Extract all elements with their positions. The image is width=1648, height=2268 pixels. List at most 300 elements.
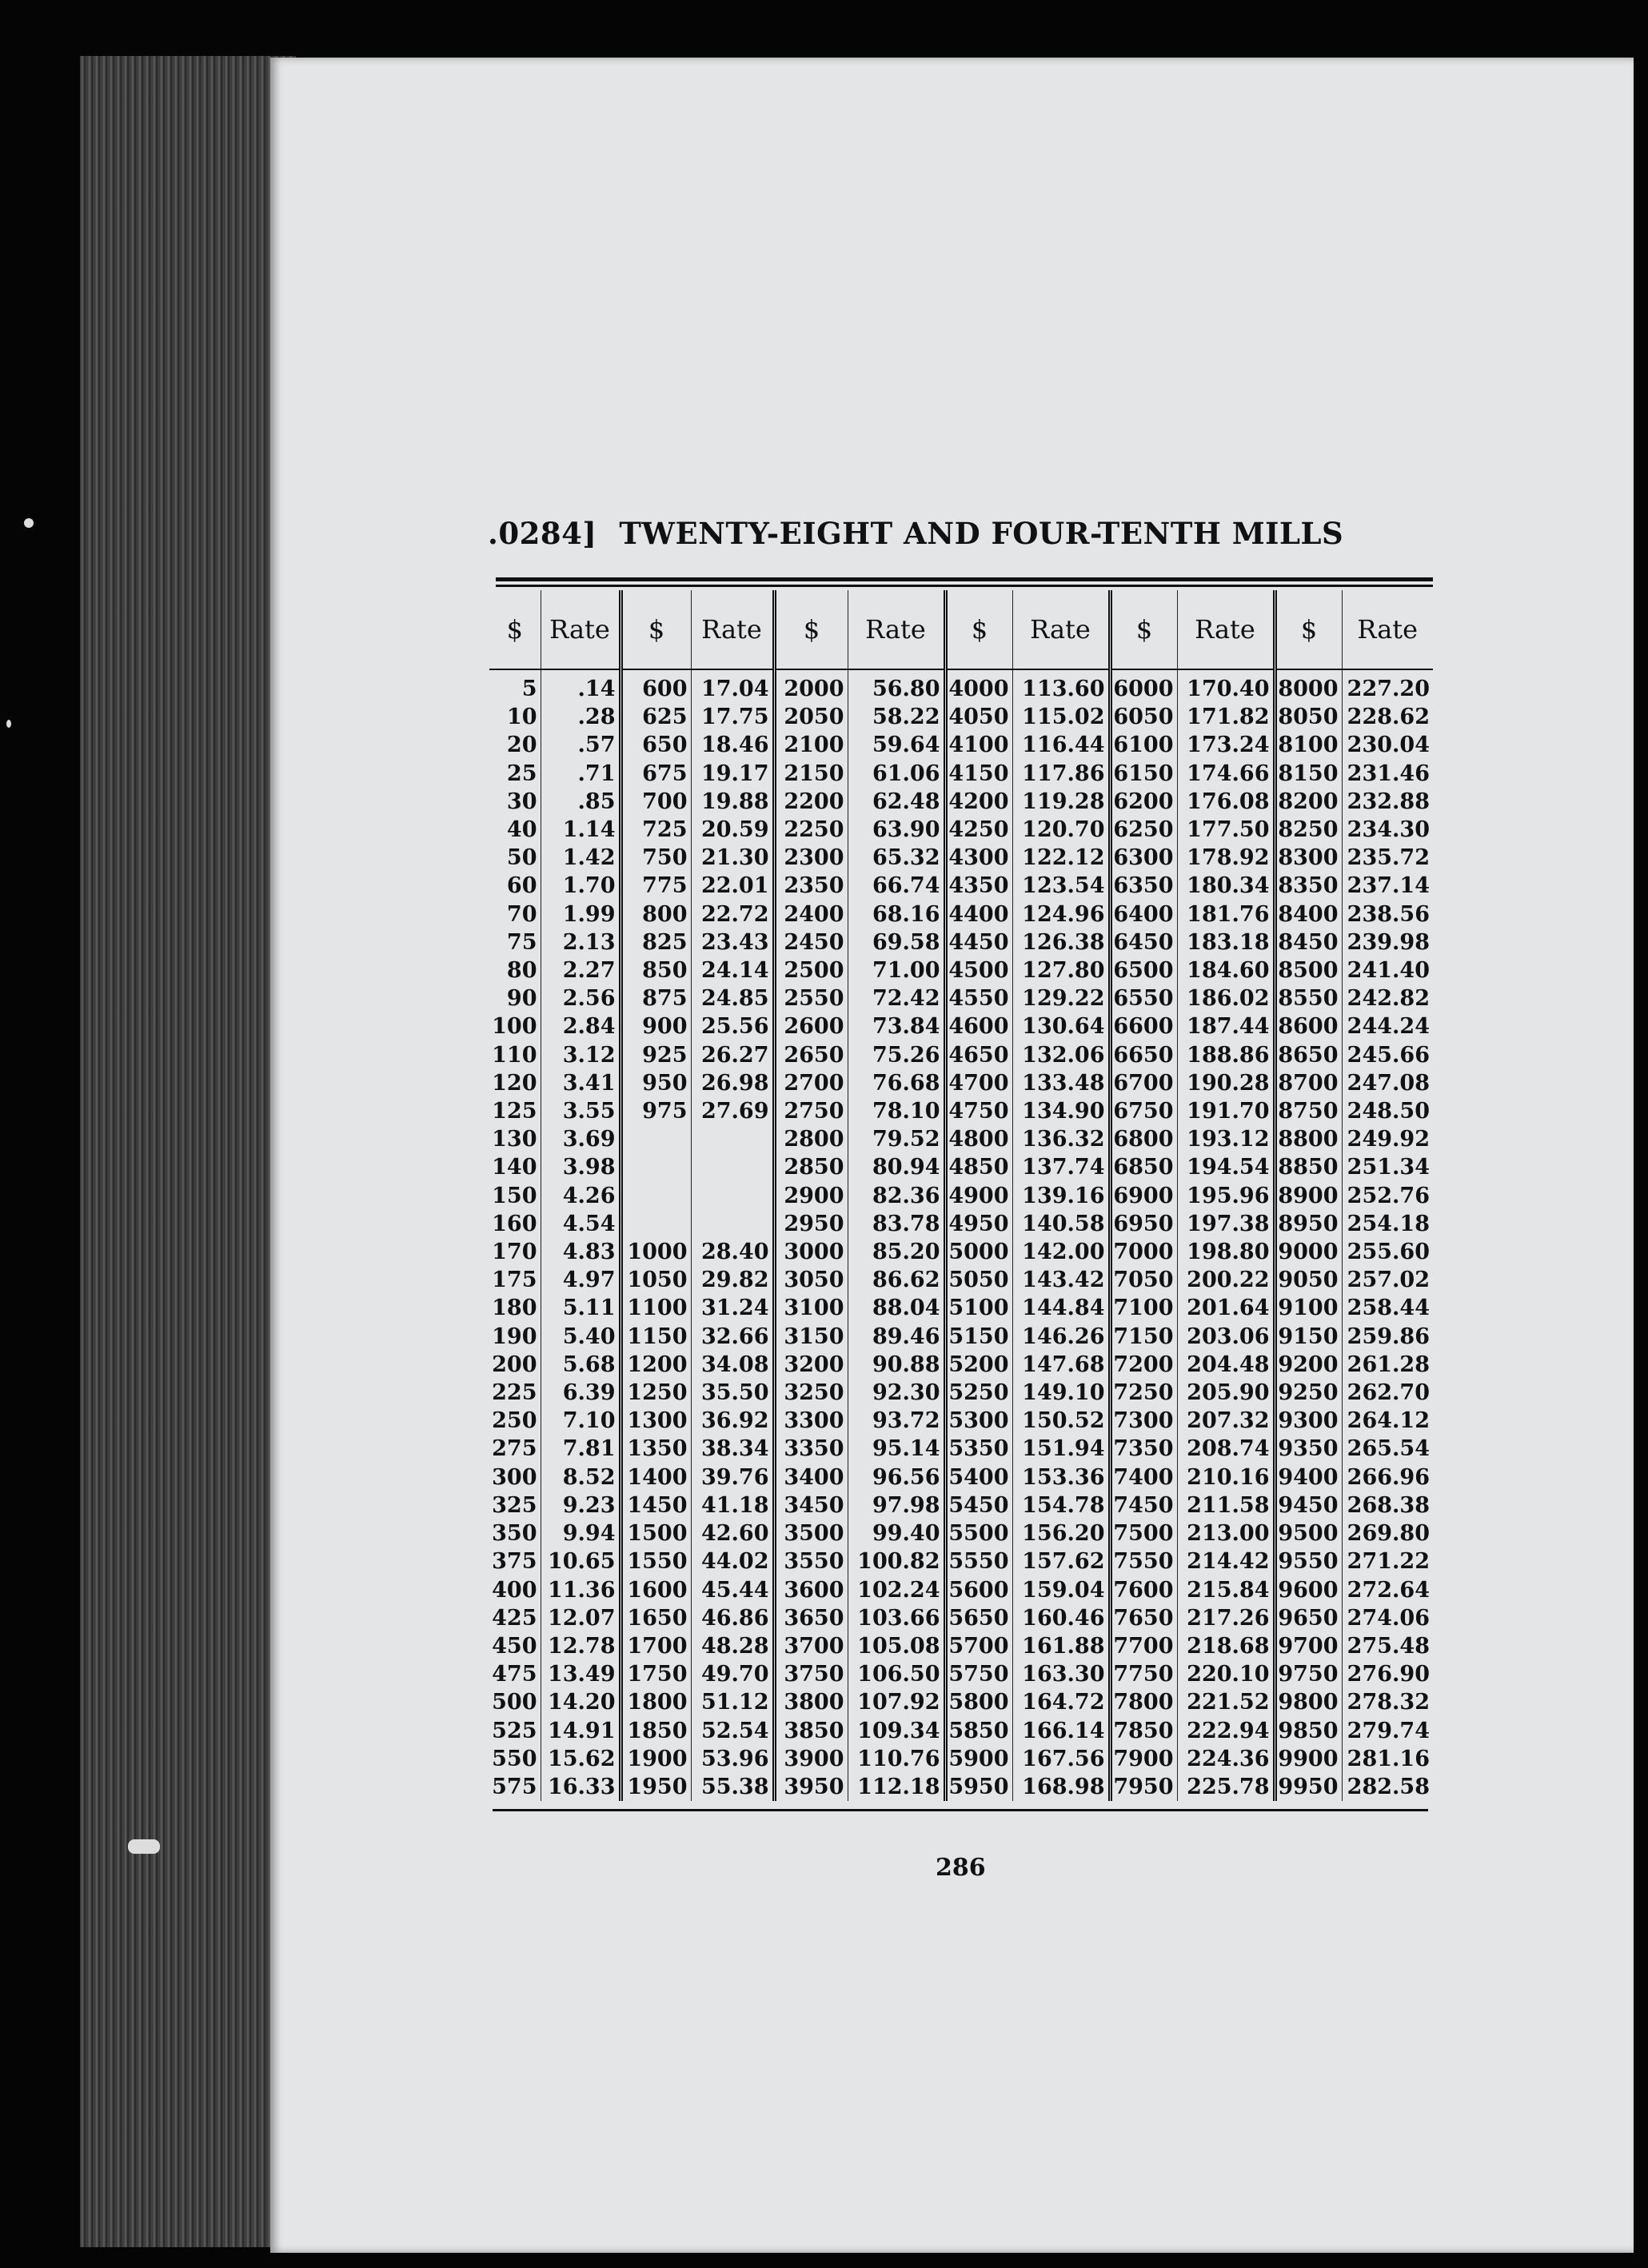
- rate-cell: 52.54: [691, 1717, 774, 1745]
- dollar-cell: [620, 1125, 691, 1153]
- dollar-cell: 5050: [945, 1266, 1012, 1294]
- dollar-cell: 6100: [1110, 731, 1177, 759]
- rate-cell: 10.65: [541, 1547, 620, 1575]
- dollar-cell: 1100: [620, 1294, 691, 1322]
- dollar-cell: 3250: [774, 1379, 848, 1407]
- rate-cell: 140.58: [1012, 1210, 1110, 1238]
- rate-cell: 272.64: [1347, 1577, 1430, 1603]
- dollar-cell: 6900: [1110, 1182, 1177, 1210]
- dollar-cell: 20: [489, 731, 541, 759]
- dollar-cell: 8150: [1275, 760, 1342, 788]
- table-row: [489, 1097, 1433, 1125]
- rate-cell: 61.06: [848, 760, 945, 788]
- rate-cell: 80.94: [848, 1153, 945, 1181]
- rate-cell: 78.10: [848, 1097, 945, 1125]
- rate-cell: 254.18: [1347, 1211, 1430, 1236]
- rate-cell: 3.55: [541, 1097, 620, 1125]
- dollar-cell: 5100: [945, 1294, 1012, 1322]
- rate-cell: 217.26: [1177, 1604, 1275, 1632]
- rate-cell: 153.36: [1012, 1463, 1110, 1491]
- rate-cell: 48.28: [691, 1632, 774, 1660]
- rate-cell: 188.86: [1177, 1041, 1275, 1069]
- dollar-cell: 1600: [620, 1576, 691, 1604]
- table-row: [489, 1407, 1433, 1435]
- dollar-cell: 6400: [1110, 900, 1177, 928]
- rate-cell: 174.66: [1177, 760, 1275, 788]
- rate-cell: 142.00: [1012, 1238, 1110, 1266]
- dollar-cell: 3550: [774, 1547, 848, 1575]
- table-row: [489, 1012, 1433, 1040]
- dollar-cell: 425: [489, 1604, 541, 1632]
- dollar-cell: 1500: [620, 1519, 691, 1547]
- dollar-cell: 2200: [774, 788, 848, 816]
- dollar-cell: 3600: [774, 1576, 848, 1604]
- rate-cell: 154.78: [1012, 1491, 1110, 1519]
- rate-cell: 55.38: [691, 1773, 774, 1801]
- rate-cell: 163.30: [1012, 1660, 1110, 1688]
- rate-cell: 228.62: [1347, 705, 1430, 730]
- table-row: [489, 1547, 1433, 1575]
- rate-cell: 191.70: [1177, 1097, 1275, 1125]
- rate-cell: 89.46: [848, 1323, 945, 1351]
- table-row: [489, 1688, 1433, 1716]
- rate-cell: 164.72: [1012, 1688, 1110, 1716]
- table-row: [489, 1519, 1433, 1547]
- rate-table: [489, 590, 1433, 1801]
- rate-cell: 53.96: [691, 1745, 774, 1773]
- dollar-cell: 7800: [1110, 1688, 1177, 1716]
- dollar-cell: 90: [489, 984, 541, 1012]
- rate-cell: 72.42: [848, 984, 945, 1012]
- rate-cell: 265.54: [1347, 1436, 1430, 1462]
- rate-cell: 186.02: [1177, 984, 1275, 1012]
- rate-cell: 4.97: [541, 1266, 620, 1294]
- dollar-cell: 9250: [1275, 1379, 1342, 1407]
- rate-cell: 90.88: [848, 1351, 945, 1379]
- dollar-cell: 2800: [774, 1125, 848, 1153]
- rate-column-header: Rate: [1012, 590, 1110, 669]
- rate-cell: 85.20: [848, 1238, 945, 1266]
- dollar-cell: 2850: [774, 1153, 848, 1181]
- dollar-cell: 7300: [1110, 1407, 1177, 1435]
- rate-cell: 26.98: [691, 1069, 774, 1097]
- dollar-cell: 3700: [774, 1632, 848, 1660]
- dollar-cell: 700: [620, 788, 691, 816]
- rate-cell: 76.68: [848, 1069, 945, 1097]
- dollar-cell: 9700: [1275, 1632, 1342, 1660]
- scan-speck: [128, 1839, 160, 1854]
- rate-cell: 220.10: [1177, 1660, 1275, 1688]
- rate-cell: 177.50: [1177, 816, 1275, 844]
- dollar-cell: [620, 1182, 691, 1210]
- rate-cell: 17.75: [691, 703, 774, 731]
- rate-cell: 19.17: [691, 760, 774, 788]
- rate-cell: 36.92: [691, 1407, 774, 1435]
- rate-cell: 100.82: [848, 1547, 945, 1575]
- dollar-cell: 950: [620, 1069, 691, 1097]
- dollar-cell: 3200: [774, 1351, 848, 1379]
- table-row: [489, 788, 1433, 816]
- rate-cell: .28: [541, 703, 620, 731]
- dollar-cell: 7850: [1110, 1717, 1177, 1745]
- dollar-cell: 2900: [774, 1182, 848, 1210]
- rate-cell: 237.14: [1347, 873, 1430, 899]
- rate-cell: 1.99: [541, 900, 620, 928]
- dollar-cell: 4050: [945, 703, 1012, 731]
- dollar-cell: 3150: [774, 1323, 848, 1351]
- dollar-cell: 6250: [1110, 816, 1177, 844]
- rate-cell: 127.80: [1012, 956, 1110, 984]
- dollar-cell: 500: [489, 1688, 541, 1716]
- dollar-cell: 1200: [620, 1351, 691, 1379]
- table-row: [489, 1041, 1433, 1069]
- table-row: [489, 1323, 1433, 1351]
- dollar-cell: 2100: [774, 731, 848, 759]
- table-row: [489, 872, 1433, 900]
- rate-cell: 139.16: [1012, 1182, 1110, 1210]
- rate-cell: 143.42: [1012, 1266, 1110, 1294]
- dollar-cell: 30: [489, 788, 541, 816]
- dollar-cell: 4400: [945, 900, 1012, 928]
- rate-cell: 71.00: [848, 956, 945, 984]
- rate-cell: 14.20: [541, 1688, 620, 1716]
- dollar-cell: [620, 1153, 691, 1181]
- dollar-cell: 4600: [945, 1012, 1012, 1040]
- dollar-cell: 6450: [1110, 928, 1177, 956]
- dollar-cell: 125: [489, 1097, 541, 1125]
- rate-cell: 239.98: [1347, 929, 1430, 955]
- rate-cell: 160.46: [1012, 1604, 1110, 1632]
- rate-cell: 252.76: [1347, 1183, 1430, 1208]
- dollar-cell: [620, 1210, 691, 1238]
- dollar-cell: 50: [489, 844, 541, 872]
- rate-cell: 200.22: [1177, 1266, 1275, 1294]
- rate-cell: 45.44: [691, 1576, 774, 1604]
- dollar-cell: 8200: [1275, 788, 1342, 816]
- dollar-cell: 3450: [774, 1491, 848, 1519]
- rate-cell: .71: [541, 760, 620, 788]
- rate-cell: 75.26: [848, 1041, 945, 1069]
- dollar-cell: 4350: [945, 872, 1012, 900]
- rate-cell: 234.30: [1347, 817, 1430, 843]
- rate-cell: 4.54: [541, 1210, 620, 1238]
- rate-cell: 73.84: [848, 1012, 945, 1040]
- rate-cell: 1.70: [541, 872, 620, 900]
- rate-cell: 42.60: [691, 1519, 774, 1547]
- rate-cell: .85: [541, 788, 620, 816]
- dollar-cell: 8550: [1275, 984, 1342, 1012]
- dollar-cell: 3800: [774, 1688, 848, 1716]
- dollar-cell: 7450: [1110, 1491, 1177, 1519]
- rate-cell: 41.18: [691, 1491, 774, 1519]
- dollar-cell: 130: [489, 1125, 541, 1153]
- rate-cell: 3.98: [541, 1153, 620, 1181]
- dollar-cell: 2300: [774, 844, 848, 872]
- rate-cell: 59.64: [848, 731, 945, 759]
- dollar-cell: 9150: [1275, 1323, 1342, 1351]
- rate-cell: 110.76: [848, 1745, 945, 1773]
- rate-cell: 17.04: [691, 669, 774, 703]
- rate-column-header: Rate: [848, 590, 945, 669]
- dollar-cell: 9600: [1275, 1576, 1342, 1604]
- rate-cell: 122.12: [1012, 844, 1110, 872]
- rate-cell: 92.30: [848, 1379, 945, 1407]
- top-double-rule: [496, 577, 1433, 587]
- dollar-cell: 6700: [1110, 1069, 1177, 1097]
- dollar-cell: 5650: [945, 1604, 1012, 1632]
- table-row: [489, 669, 1433, 703]
- rate-cell: 116.44: [1012, 731, 1110, 759]
- rate-cell: 215.84: [1177, 1576, 1275, 1604]
- rate-cell: 5.40: [541, 1323, 620, 1351]
- rate-column-header: Rate: [1342, 590, 1433, 669]
- dollar-cell: 4800: [945, 1125, 1012, 1153]
- rate-cell: 22.72: [691, 900, 774, 928]
- dollar-cell: 8700: [1275, 1069, 1342, 1097]
- dollar-cell: 3400: [774, 1463, 848, 1491]
- rate-cell: 97.98: [848, 1491, 945, 1519]
- rate-cell: 271.22: [1347, 1549, 1430, 1575]
- dollar-cell: 8400: [1275, 900, 1342, 928]
- dollar-cell: 6750: [1110, 1097, 1177, 1125]
- dollar-cell: 3950: [774, 1773, 848, 1801]
- dollar-cell: 2000: [774, 669, 848, 703]
- table-row: [489, 731, 1433, 759]
- dollar-cell: 8750: [1275, 1097, 1342, 1125]
- dollar-cell: 1250: [620, 1379, 691, 1407]
- rate-cell: 8.52: [541, 1463, 620, 1491]
- rate-cell: 123.54: [1012, 872, 1110, 900]
- rate-cell: 133.48: [1012, 1069, 1110, 1097]
- rate-cell: 255.60: [1347, 1240, 1430, 1265]
- dollar-cell: 2500: [774, 956, 848, 984]
- dollar-cell: 100: [489, 1012, 541, 1040]
- dollar-cell: 3050: [774, 1266, 848, 1294]
- dollar-cell: 3650: [774, 1604, 848, 1632]
- dollar-cell: 7550: [1110, 1547, 1177, 1575]
- dollar-cell: 4100: [945, 731, 1012, 759]
- rate-cell: 227.20: [1347, 677, 1430, 701]
- rate-cell: 275.48: [1347, 1633, 1430, 1659]
- rate-cell: 29.82: [691, 1266, 774, 1294]
- dollar-cell: 9850: [1275, 1717, 1342, 1745]
- rate-column-header: Rate: [1177, 590, 1275, 669]
- dollar-cell: 9550: [1275, 1547, 1342, 1575]
- dollar-cell: 900: [620, 1012, 691, 1040]
- dollar-cell: 5500: [945, 1519, 1012, 1547]
- dollar-cell: 7050: [1110, 1266, 1177, 1294]
- dollar-cell: 170: [489, 1238, 541, 1266]
- dollar-cell: 8300: [1275, 844, 1342, 872]
- dollar-cell: 5200: [945, 1351, 1012, 1379]
- dollar-cell: 5000: [945, 1238, 1012, 1266]
- dollar-cell: 1450: [620, 1491, 691, 1519]
- dollar-cell: 525: [489, 1717, 541, 1745]
- rate-cell: 4.26: [541, 1182, 620, 1210]
- dollar-cell: 6800: [1110, 1125, 1177, 1153]
- dollar-cell: 3100: [774, 1294, 848, 1322]
- rate-cell: 7.81: [541, 1435, 620, 1463]
- dollar-cell: 7150: [1110, 1323, 1177, 1351]
- rate-cell: 156.20: [1012, 1519, 1110, 1547]
- dollar-cell: 4900: [945, 1182, 1012, 1210]
- rate-cell: 245.66: [1347, 1042, 1430, 1068]
- rate-cell: 183.18: [1177, 928, 1275, 956]
- table-row: [489, 816, 1433, 844]
- rate-cell: 146.26: [1012, 1323, 1110, 1351]
- dollar-cell: 2400: [774, 900, 848, 928]
- dollar-cell: 200: [489, 1351, 541, 1379]
- rate-cell: 225.78: [1177, 1773, 1275, 1801]
- rate-cell: 9.23: [541, 1491, 620, 1519]
- table-row: [489, 1153, 1433, 1181]
- dollar-cell: 400: [489, 1576, 541, 1604]
- rate-cell: 112.18: [848, 1773, 945, 1801]
- dollar-cell: 7250: [1110, 1379, 1177, 1407]
- dollar-cell: 5850: [945, 1717, 1012, 1745]
- rate-cell: 278.32: [1347, 1690, 1430, 1715]
- table-row: [489, 956, 1433, 984]
- rate-cell: 221.52: [1177, 1688, 1275, 1716]
- dollar-cell: 70: [489, 900, 541, 928]
- dollar-cell: 750: [620, 844, 691, 872]
- rate-cell: 86.62: [848, 1266, 945, 1294]
- dollar-cell: 8600: [1275, 1012, 1342, 1040]
- dollar-cell: 9450: [1275, 1491, 1342, 1519]
- dollar-cell: 3300: [774, 1407, 848, 1435]
- table-row: [489, 928, 1433, 956]
- rate-cell: 208.74: [1177, 1435, 1275, 1463]
- dollar-cell: 7350: [1110, 1435, 1177, 1463]
- dollar-cell: 6650: [1110, 1041, 1177, 1069]
- rate-cell: 4.83: [541, 1238, 620, 1266]
- dollar-cell: 3500: [774, 1519, 848, 1547]
- dollar-cell: 5150: [945, 1323, 1012, 1351]
- rate-cell: 3.69: [541, 1125, 620, 1153]
- dollar-cell: 250: [489, 1407, 541, 1435]
- rate-cell: 23.43: [691, 928, 774, 956]
- rate-cell: 24.14: [691, 956, 774, 984]
- dollar-cell: 6000: [1110, 669, 1177, 703]
- dollar-cell: 175: [489, 1266, 541, 1294]
- rate-cell: .57: [541, 731, 620, 759]
- rate-cell: 210.16: [1177, 1463, 1275, 1491]
- table-row: [489, 1745, 1433, 1773]
- dollar-cell: 9650: [1275, 1604, 1342, 1632]
- rate-cell: 259.86: [1347, 1324, 1430, 1349]
- rate-cell: 25.56: [691, 1012, 774, 1040]
- rate-cell: 176.08: [1177, 788, 1275, 816]
- rate-cell: 2.27: [541, 956, 620, 984]
- rate-cell: 268.38: [1347, 1492, 1430, 1518]
- dollar-cell: 5800: [945, 1688, 1012, 1716]
- table-row: [489, 1210, 1433, 1238]
- rate-cell: 9.94: [541, 1519, 620, 1547]
- dollar-cell: 800: [620, 900, 691, 928]
- dollar-cell: 9300: [1275, 1407, 1342, 1435]
- rate-cell: 198.80: [1177, 1238, 1275, 1266]
- rate-cell: 180.34: [1177, 872, 1275, 900]
- rate-cell: 130.64: [1012, 1012, 1110, 1040]
- table-body: [489, 669, 1433, 1801]
- rate-cell: 187.44: [1177, 1012, 1275, 1040]
- rate-cell: 266.96: [1347, 1464, 1430, 1490]
- rate-cell: 151.94: [1012, 1435, 1110, 1463]
- dollar-cell: 7750: [1110, 1660, 1177, 1688]
- rate-cell: 195.96: [1177, 1182, 1275, 1210]
- rate-cell: 269.80: [1347, 1521, 1430, 1547]
- rate-cell: 106.50: [848, 1660, 945, 1688]
- rate-cell: 144.84: [1012, 1294, 1110, 1322]
- rate-cell: 214.42: [1177, 1547, 1275, 1575]
- dollar-cell: 6050: [1110, 703, 1177, 731]
- table-row: [489, 844, 1433, 872]
- rate-cell: 51.12: [691, 1688, 774, 1716]
- rate-cell: 2.84: [541, 1012, 620, 1040]
- rate-cell: 120.70: [1012, 816, 1110, 844]
- dollar-cell: 4650: [945, 1041, 1012, 1069]
- dollar-cell: 110: [489, 1041, 541, 1069]
- rate-cell: 262.70: [1347, 1380, 1430, 1406]
- rate-cell: 13.49: [541, 1660, 620, 1688]
- rate-cell: 18.46: [691, 731, 774, 759]
- dollar-cell: 160: [489, 1210, 541, 1238]
- rate-cell: 49.70: [691, 1660, 774, 1688]
- rate-cell: 213.00: [1177, 1519, 1275, 1547]
- dollar-cell: 1850: [620, 1717, 691, 1745]
- table-row: [489, 1463, 1433, 1491]
- rate-cell: 79.52: [848, 1125, 945, 1153]
- rate-cell: 204.48: [1177, 1351, 1275, 1379]
- rate-cell: 251.34: [1347, 1155, 1430, 1180]
- dollar-cell: 8350: [1275, 872, 1342, 900]
- rate-cell: 197.38: [1177, 1210, 1275, 1238]
- rate-cell: 27.69: [691, 1097, 774, 1125]
- rate-cell: 88.04: [848, 1294, 945, 1322]
- rate-cell: 39.76: [691, 1463, 774, 1491]
- rate-cell: 102.24: [848, 1576, 945, 1604]
- rate-cell: 235.72: [1347, 845, 1430, 871]
- dollar-cell: 120: [489, 1069, 541, 1097]
- bottom-rule: [493, 1809, 1428, 1811]
- rate-cell: 68.16: [848, 900, 945, 928]
- rate-cell: 150.52: [1012, 1407, 1110, 1435]
- dollar-cell: 4500: [945, 956, 1012, 984]
- dollar-cell: 5300: [945, 1407, 1012, 1435]
- dollar-cell: 2350: [774, 872, 848, 900]
- rate-cell: 274.06: [1347, 1605, 1430, 1631]
- dollar-cell: 140: [489, 1153, 541, 1181]
- dollar-cell: 180: [489, 1294, 541, 1322]
- dollar-cell: 825: [620, 928, 691, 956]
- table-row: [489, 1069, 1433, 1097]
- dollar-cell: 5: [489, 669, 541, 703]
- dollar-cell: 25: [489, 760, 541, 788]
- dollar-cell: 1400: [620, 1463, 691, 1491]
- dollar-cell: 6300: [1110, 844, 1177, 872]
- rate-cell: 5.11: [541, 1294, 620, 1322]
- rate-cell: 171.82: [1177, 703, 1275, 731]
- dollar-cell: 2950: [774, 1210, 848, 1238]
- rate-cell: 241.40: [1347, 958, 1430, 984]
- table-row: [489, 1294, 1433, 1322]
- dollar-cell: 5400: [945, 1463, 1012, 1491]
- dollar-cell: 7600: [1110, 1576, 1177, 1604]
- rate-cell: 205.90: [1177, 1379, 1275, 1407]
- rate-cell: 6.39: [541, 1379, 620, 1407]
- rate-column-header: Rate: [541, 590, 620, 669]
- dollar-cell: 60: [489, 872, 541, 900]
